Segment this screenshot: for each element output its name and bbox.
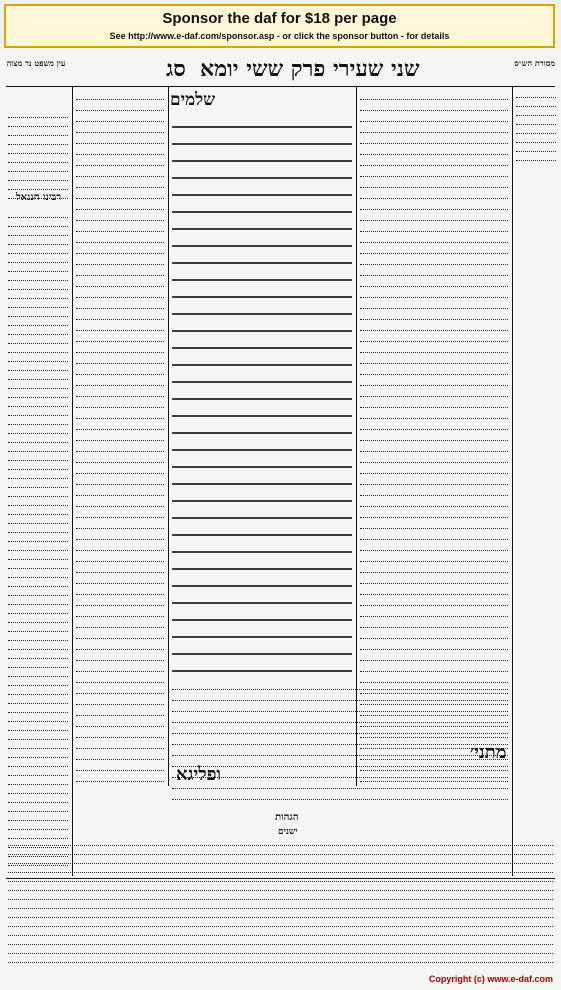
yeshanim-label: ישנים	[278, 827, 298, 837]
gemara-text	[172, 116, 352, 676]
column-rule	[356, 86, 357, 786]
sponsor-title: Sponsor the daf for $18 per page	[162, 10, 397, 27]
ein-mishpat-label: עין משפט נר מצוה	[6, 58, 66, 68]
footer-notes	[8, 840, 553, 970]
gemara-heading: שלמים	[170, 90, 216, 110]
lower-commentary	[172, 682, 508, 802]
matni-label: מתני׳	[470, 742, 507, 763]
column-rule	[512, 86, 513, 876]
upliga-label: ופליגא	[176, 764, 222, 785]
margin-column-right	[516, 92, 556, 872]
talmud-page	[0, 52, 561, 990]
column-rule	[72, 86, 73, 876]
column-rule	[168, 86, 169, 786]
masoret-hashas-label: מסורת הש״ס	[514, 58, 555, 68]
sponsor-banner[interactable]	[4, 4, 555, 48]
copyright-link[interactable]: Copyright (c) www.e-daf.com	[428, 974, 553, 984]
sponsor-subtitle[interactable]: See http://www.e-daf.com/sponsor.asp - or click the sponsor button - for details	[109, 31, 450, 41]
page-number: סג	[166, 56, 186, 82]
header-rule	[6, 86, 555, 87]
rabbenu-chananel-text	[8, 212, 68, 872]
rashi-column	[360, 92, 508, 782]
hagahot-label: הגהות	[275, 812, 299, 823]
tosafot-column	[76, 92, 164, 782]
rabbenu-chananel-heading: רבינו חננאל	[16, 192, 62, 203]
page-title: שני שעירי פרק ששי יומא	[200, 56, 420, 82]
